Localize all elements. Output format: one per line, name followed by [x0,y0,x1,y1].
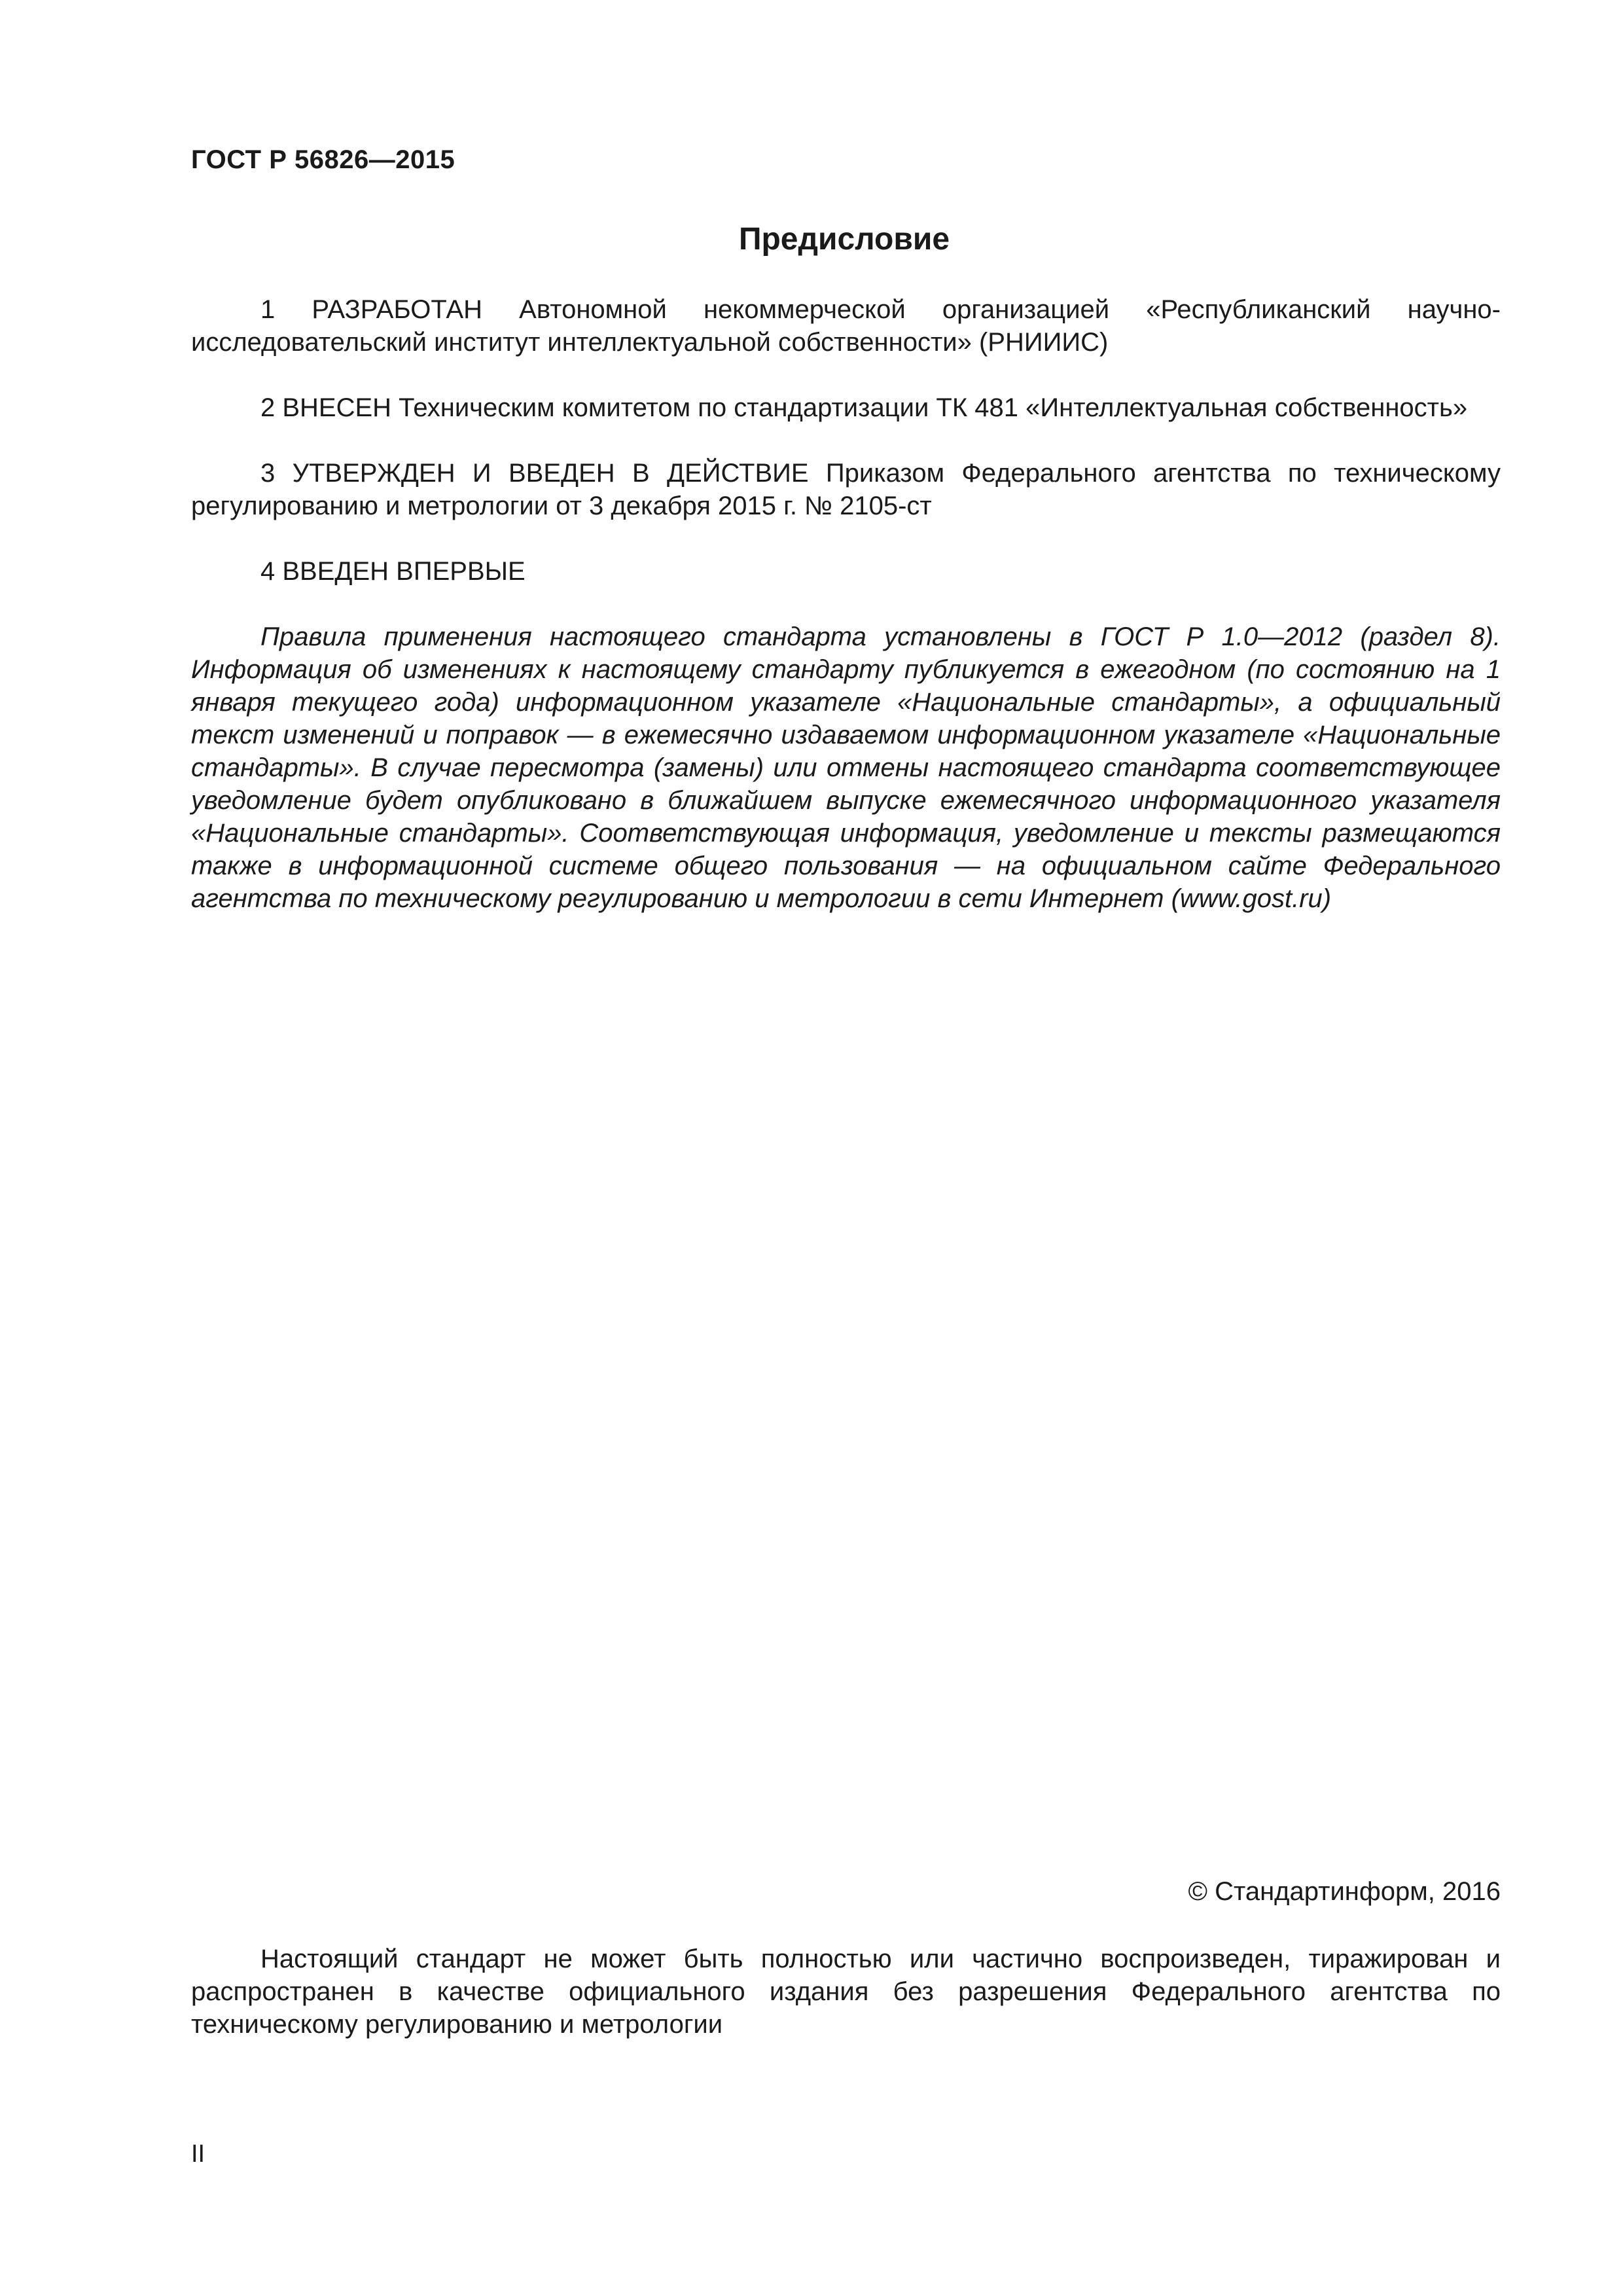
usage-note-text: Правила применения настоящего стандарта установлены в ГОСТ Р 1.0—2012 (раздел 8). Информация об изменениях к настоящему стандарту публикуется в ежегодном (по состоянию на 1 января текущего года) информационном указателе «Национальные стандарты», а официальный текст изменений и поправок — в ежемесячно издаваемом информационном указателе «Национальные стандарты». В случае пересмотра (замены) или отмены настоящего стандарта соответствующее уведомление будет опубликовано в ближайшем выпуске ежемесячного информационного указателя «Национальные стандарты». Соответствующая информация, уведомление и тексты размещаются также в информационной системе общего пользования — на официальном сайте Федерального агентства по техническому регулированию и метрологии в сети Интернет (www.gost.ru) [191,622,1501,913]
copyright-line: © Стандартинформ, 2016 [1188,1877,1501,1906]
page-number: II [191,2140,205,2168]
legal-notice [191,1943,1501,2041]
item-1 [191,293,1501,359]
item-3 [191,457,1501,522]
item-4 [191,555,1501,588]
document-code: ГОСТ Р 56826—2015 [191,145,455,174]
item-2-text: 2 ВНЕСЕН Техническим комитетом по стандартизации ТК 481 «Интеллектуальная собственность» [260,393,1468,422]
item-3-text: 3 УТВЕРЖДЕН И ВВЕДЕН В ДЕЙСТВИЕ Приказом Федерального агентства по техническому регулированию и метрологии от 3 декабря 2015 г. № 2105-ст [191,459,1501,520]
page-title: Предисловие [738,222,950,257]
item-4-text: 4 ВВЕДЕН ВПЕРВЫЕ [260,557,526,586]
item-1-text: 1 РАЗРАБОТАН Автономной некоммерческой организацией «Республиканский научно-исследовательский институт интеллектуальной собственности» (РНИИИС) [191,295,1501,357]
legal-notice-text: Настоящий стандарт не может быть полностью или частично воспроизведен, тиражирован и распространен в качестве официального издания без разрешения Федерального агентства по техническому регулированию и метрологии [191,1945,1501,2039]
usage-note [191,620,1501,915]
item-2 [191,391,1501,424]
